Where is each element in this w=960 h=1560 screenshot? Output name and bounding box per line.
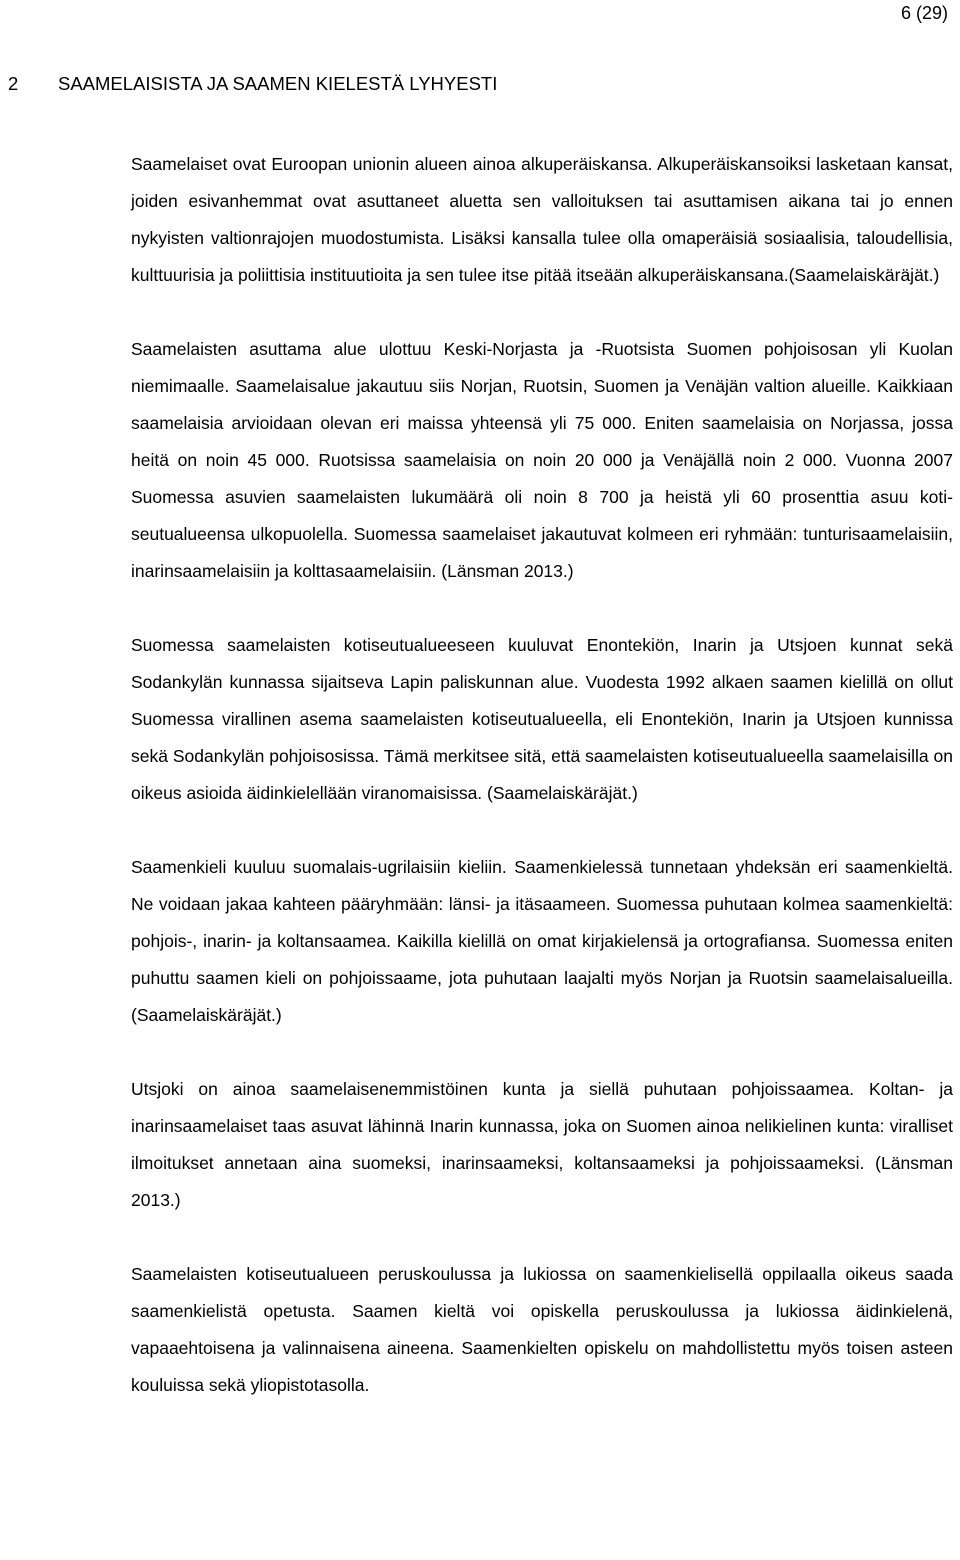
paragraph-saami-languages: Saamenkieli kuuluu suomalais-ugrilaisiin kieliin. Saamenkielessä tunnetaan yhdeksän eri saamenkieltä. Ne voidaan jakaa kahteen pääryhmään: länsi- ja itäsaameen. Suomessa puhutaan kolmea saamenkieltä: pohjois-, inarin- ja koltansaamea. Kaikilla kielillä on omat kirjakielensä ja ortografiansa. Suomessa eniten puhuttu saamen kieli on pohjoissaame, jota puhutaan laajalti myös Norjan ja Ruotsin saamelaisalueilla. (Saamelaiskäräjät.) [131, 857, 953, 1025]
body-text [131, 146, 953, 1404]
paragraph-saami-area: Saamelaisten asuttama alue ulottuu Keski-Norjasta ja -Ruotsista Suomen pohjoisosan yli Kuolan niemimaalle. Saamelaisalue jakautuu siis Norjan, Ruotsin, Suomen ja Venäjän valtion alueille. Kaikkiaan saamelaisia arvioidaan olevan eri maissa yhteensä yli 75 000. Eniten saamelaisia on Norjassa, jossa heitä on noin 45 000. Ruotsissa saamelaisia on noin 20 000 ja Venäjällä noin 2 000. Vuonna 2007 Suomessa asuvien saamelaisten lukumäärä oli noin 8 700 ja heistä yli 60 prosenttia asuu kotiseutualueensa ulkopuolella. Suomessa saamelaiset jakautuvat kolmeen eri ryhmään: tunturisaamelaisiin, inarinsaamelaisiin ja kolttasaamelaisiin. (Länsman 2013.) [131, 339, 953, 581]
paragraph-saami-indigenous: Saamelaiset ovat Euroopan unionin alueen ainoa alkuperäiskansa. Alkuperäiskansoiksi lasketaan kansat, joiden esivanhemmat ovat asuttaneet aluetta sen valloituksen tai asuttamisen aikana tai jo ennen nykyisten valtionrajojen muodostumista. Lisäksi kansalla tulee olla omaperäisiä sosiaalisia, taloudellisia, kulttuurisia ja poliittisia instituutioita ja sen tulee itse pitää itseään alkuperäiskansana.(Saamelaiskäräjät.) [131, 154, 953, 285]
section-number: 2 [8, 73, 19, 94]
page-number: 6 (29) [900, 3, 948, 23]
section-heading [8, 72, 948, 96]
paragraph-saami-education: Saamelaisten kotiseutualueen peruskoulussa ja lukiossa on saamenkielisellä oppilaalla oikeus saada saamenkielistä opetusta. Saamen kieltä voi opiskella peruskoulussa ja lukiossa äidinkielenä, vapaaehtoisena ja valinnaisena aineena. Saamenkielten opiskelu on mahdollistettu myös toisen asteen kouluissa sekä yliopistotasolla. [131, 1264, 953, 1395]
paragraph-homeland-region: Suomessa saamelaisten kotiseutualueeseen kuuluvat Enontekiön, Inarin ja Utsjoen kunnat sekä Sodankylän kunnassa sijaitseva Lapin paliskunnan alue. Vuodesta 1992 alkaen saamen kielillä on ollut Suomessa virallinen asema saamelaisten kotiseutualueella, eli Enontekiön, Inarin ja Utsjoen kunnissa sekä Sodankylän pohjoisosissa. Tämä merkitsee sitä, että saamelaisten kotiseutualueella saamelaisilla on oikeus asioida äidinkielellään viranomaisissa. (Saamelaiskäräjät.) [131, 635, 953, 803]
section-title: SAAMELAISISTA JA SAAMEN KIELESTÄ LYHYESTI [58, 73, 498, 94]
paragraph-utsjoki-inari: Utsjoki on ainoa saamelaisenemmistöinen kunta ja siellä puhutaan pohjoissaamea. Koltan- ja inarinsaamelaiset taas asuvat lähinnä Inarin kunnassa, joka on Suomen ainoa nelikielinen kunta: viralliset ilmoitukset annetaan aina suomeksi, inarinsaameksi, koltansaameksi ja pohjoissaameksi. (Länsman 2013.) [131, 1079, 953, 1210]
